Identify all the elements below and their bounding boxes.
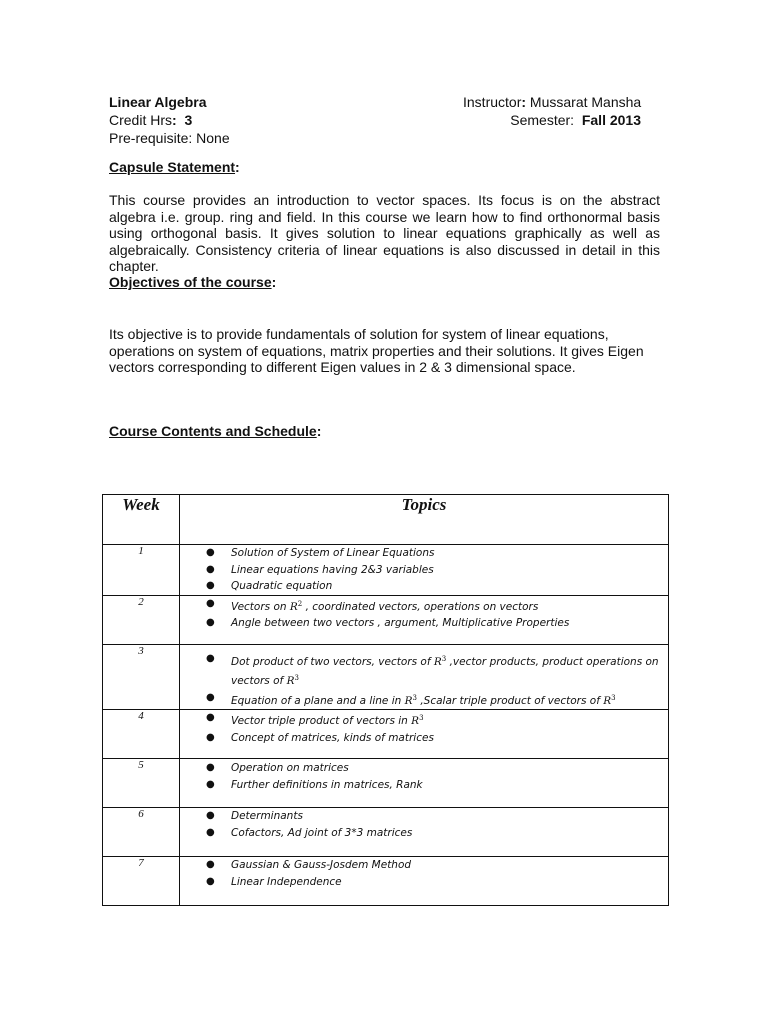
schedule-table (102, 494, 669, 906)
week-cell: 6 (103, 808, 180, 857)
list-item: ● Further definitions in matrices, Rank (180, 777, 668, 794)
topics-cell (180, 710, 669, 759)
list-item: ● Operation on matrices (180, 760, 668, 777)
list-item: ● Vector triple product of vectors in $R^3$ (206, 712, 424, 727)
table-row (103, 595, 669, 644)
instructor: Instructor: Mussarat Mansha (463, 94, 642, 110)
table-header-row (103, 495, 669, 545)
table-row (103, 808, 669, 857)
list-item: ● Linear Independence (180, 874, 668, 891)
prerequisite: Pre-requisite: None (109, 130, 230, 146)
topics-cell (180, 545, 669, 596)
credit-hours: Credit Hrs: 3 (109, 112, 193, 128)
course-info (109, 93, 230, 147)
bullet-icon: ● (206, 597, 215, 609)
list-item: ● Solution of System of Linear Equations (180, 545, 668, 562)
week-cell: 3 (103, 644, 180, 710)
bullet-icon: ● (206, 778, 215, 790)
topics-cell (180, 808, 669, 857)
list-item: ● Quadratic equation (180, 578, 668, 595)
table-row (103, 710, 669, 759)
capsule-text: This course provides an introduction to vector spaces. Its focus is on the abstract algebra i.e. group. ring and field. In this course we learn how to find orthonormal basis using orthogonal basis. It gives solution to linear equations graphically as well as algebraically. Consistency criteria of linear equations is also discussed in detail in this chapter. (109, 192, 660, 274)
capsule-heading: Capsule Statement: (109, 159, 240, 175)
instructor-info (463, 93, 643, 129)
table-row (103, 857, 669, 906)
table-row (103, 545, 669, 596)
week-cell: 2 (103, 595, 180, 644)
semester: Semester: Fall 2013 (510, 112, 641, 128)
bullet-icon: ● (206, 652, 215, 664)
objectives-heading: Objectives of the course: (109, 274, 277, 290)
bullet-icon: ● (206, 563, 215, 575)
week-cell: 1 (103, 545, 180, 596)
topics-cell (180, 759, 669, 808)
list-item: ● Equation of a plane and a line in $R^3$ ,Scalar triple product of vectors of $R^3$ (206, 691, 616, 707)
list-item: ● Angle between two vectors , argument, Multiplicative Properties (180, 615, 668, 632)
week-cell: 7 (103, 857, 180, 906)
list-item: ● Determinants (180, 808, 668, 825)
bullet-icon: ● (206, 691, 215, 703)
topics-cell (180, 644, 669, 710)
table-row (103, 644, 669, 710)
week-header: Week (103, 495, 180, 545)
bullet-icon: ● (206, 617, 215, 628)
bullet-icon: ● (206, 826, 215, 838)
list-item: ● Vectors on $R^2$ , coordinated vectors, operations on vectors (206, 597, 539, 613)
list-item: ● Cofactors, Ad joint of 3*3 matrices (180, 825, 668, 842)
bullet-icon: ● (206, 731, 215, 743)
bullet-icon: ● (206, 875, 215, 887)
contents-heading: Course Contents and Schedule: (109, 423, 322, 439)
bullet-icon: ● (206, 712, 215, 723)
bullet-icon: ● (206, 580, 215, 591)
list-item: ● Gaussian & Gauss-Josdem Method (180, 857, 668, 874)
bullet-icon: ● (206, 547, 215, 558)
bullet-icon: ● (206, 810, 215, 821)
list-item: ● Linear equations having 2&3 variables (180, 562, 668, 579)
list-item: ● Dot product of two vectors, vectors of $R^3$ ,vector products, product operations on vectors of $R^3$ (206, 652, 659, 687)
bullet-icon: ● (206, 762, 215, 773)
course-title: Linear Algebra (109, 94, 207, 110)
bullet-icon: ● (206, 859, 215, 870)
week-cell: 5 (103, 759, 180, 808)
topics-cell (180, 857, 669, 906)
week-cell: 4 (103, 710, 180, 759)
topics-header: Topics (180, 495, 669, 545)
list-item: ● Concept of matrices, kinds of matrices (180, 730, 668, 747)
topics-cell (180, 595, 669, 644)
objectives-text: Its objective is to provide fundamentals of solution for system of linear equations, operations on system of equations, matrix properties and their solutions. It gives Eigen vectors corresponding to different Eigen values in 2 & 3 dimensional space. (109, 326, 644, 375)
table-row (103, 759, 669, 808)
